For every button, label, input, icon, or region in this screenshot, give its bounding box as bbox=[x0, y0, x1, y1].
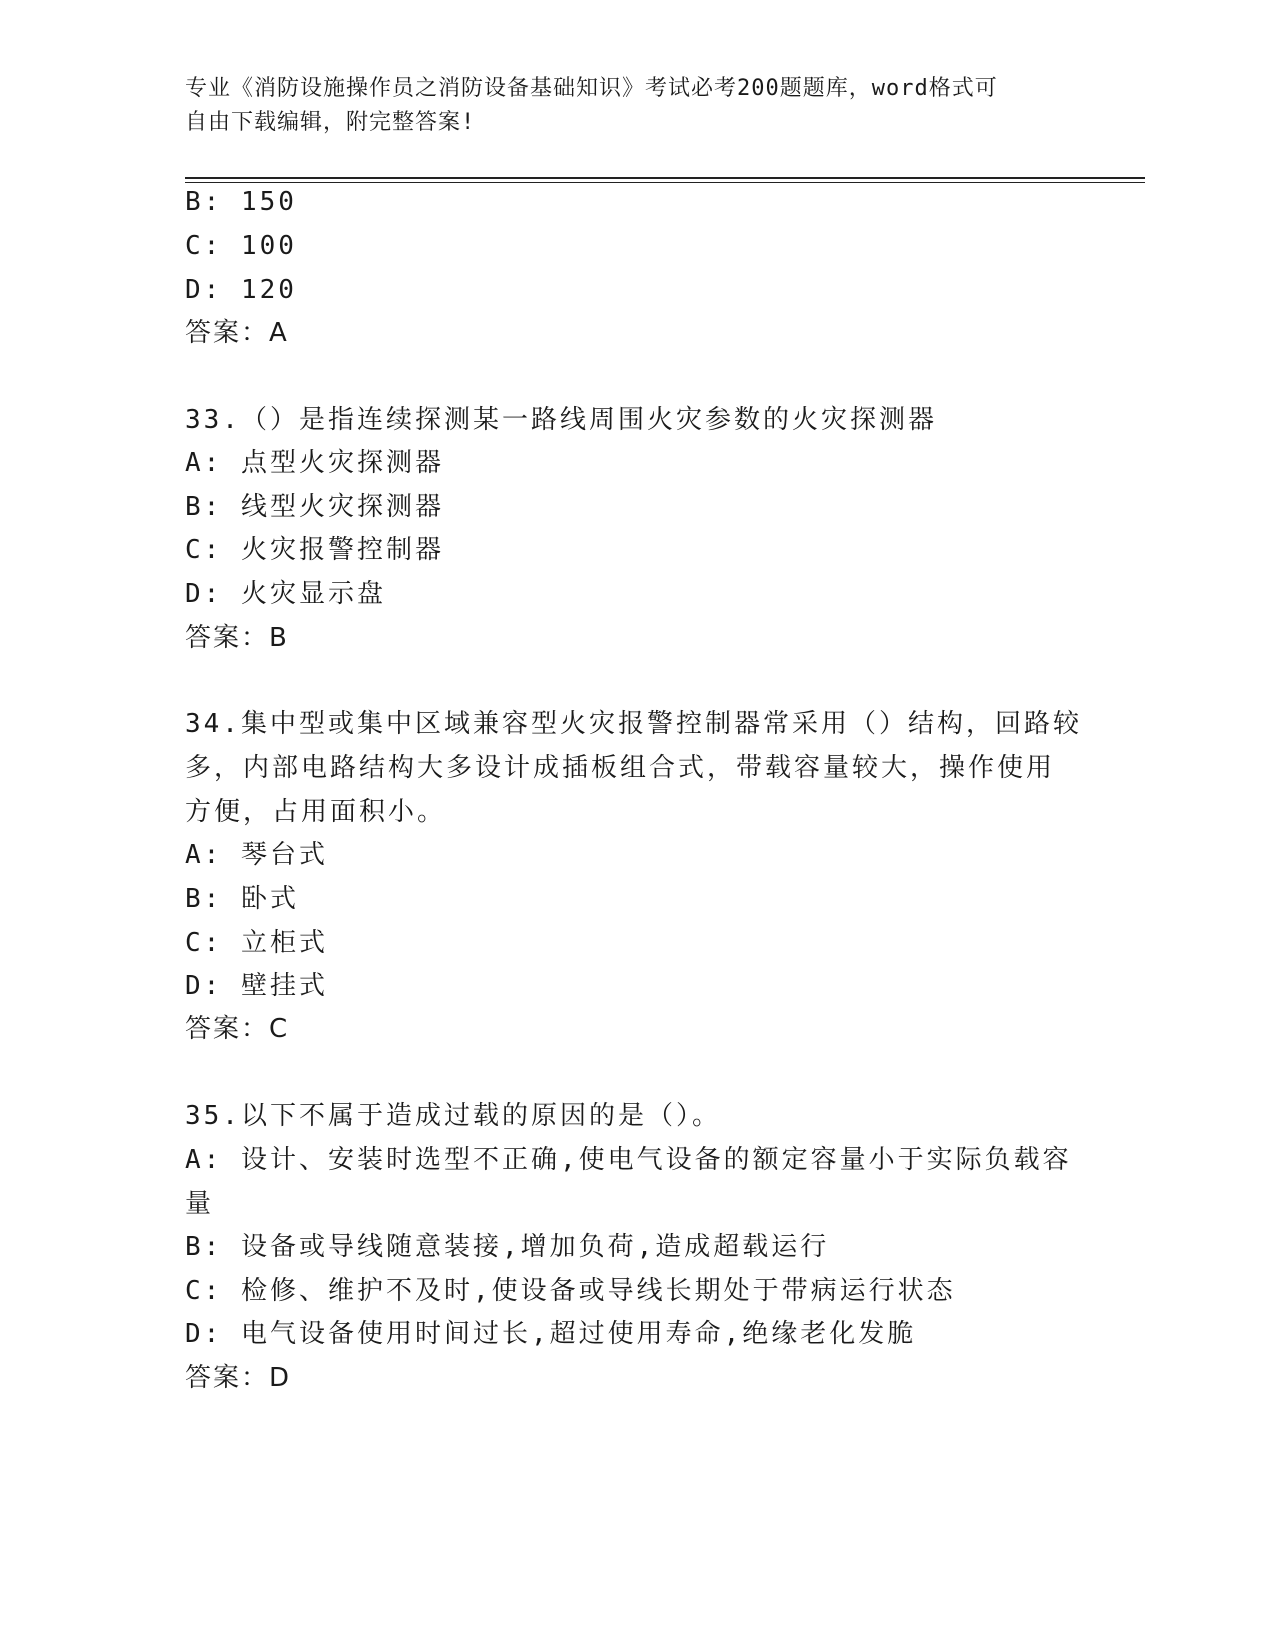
prev-question-answer: 答案：A bbox=[185, 318, 289, 348]
prev-question-option-b: B: 150 bbox=[185, 187, 297, 217]
q35-option-c: C: 检修、维护不及时,使设备或导线长期处于带病运行状态 bbox=[185, 1276, 956, 1306]
document-header bbox=[185, 72, 1085, 140]
q34-answer: 答案：C bbox=[185, 1014, 290, 1044]
header-line-2: 自由下载编辑，附完整答案! bbox=[185, 110, 476, 135]
q34-option-c: C: 立柜式 bbox=[185, 928, 328, 958]
q35-option-b: B: 设备或导线随意装接,增加负荷,造成超载运行 bbox=[185, 1232, 830, 1262]
header-line-1: 专业《消防设施操作员之消防设备基础知识》考试必考200题题库，word格式可 bbox=[185, 76, 998, 101]
q34-stem-line-2: 多，内部电路结构大多设计成插板组合式，带载容量较大，操作使用 bbox=[185, 753, 1056, 783]
prev-question-option-d: D: 120 bbox=[185, 275, 297, 305]
q35-option-a-line-2: 量 bbox=[185, 1189, 215, 1219]
q34-option-d: D: 壁挂式 bbox=[185, 971, 328, 1001]
q33-option-b: B: 线型火灾探测器 bbox=[185, 492, 444, 522]
q33-option-a: A: 点型火灾探测器 bbox=[185, 448, 444, 478]
q34-stem-line-1: 34.集中型或集中区域兼容型火灾报警控制器常采用（）结构，回路较 bbox=[185, 709, 1082, 739]
q33-option-c: C: 火灾报警控制器 bbox=[185, 535, 444, 565]
q33-answer: 答案：B bbox=[185, 623, 289, 653]
q33-option-d: D: 火灾显示盘 bbox=[185, 579, 386, 609]
q34-option-b: B: 卧式 bbox=[185, 884, 299, 914]
header-rule-thin bbox=[185, 182, 1145, 183]
header-rule-thick bbox=[185, 177, 1145, 179]
q35-answer: 答案：D bbox=[185, 1363, 292, 1393]
q34-option-a: A: 琴台式 bbox=[185, 840, 328, 870]
q34-stem-line-3: 方便，占用面积小。 bbox=[185, 797, 447, 827]
prev-question-option-c: C: 100 bbox=[185, 231, 297, 261]
q35-option-d: D: 电气设备使用时间过长,超过使用寿命,绝缘老化发脆 bbox=[185, 1319, 917, 1349]
q35-stem: 35.以下不属于造成过载的原因的是（）。 bbox=[185, 1101, 721, 1131]
q35-option-a-line-1: A: 设计、安装时选型不正确,使电气设备的额定容量小于实际负载容 bbox=[185, 1145, 1072, 1175]
q33-stem: 33.（）是指连续探测某一路线周围火灾参数的火灾探测器 bbox=[185, 405, 937, 435]
